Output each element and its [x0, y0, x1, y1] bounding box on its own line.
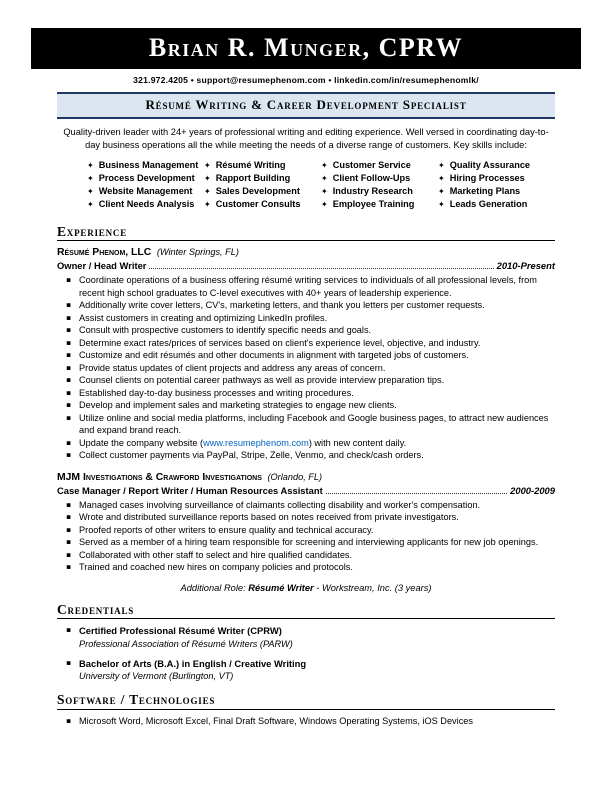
software-text: Microsoft Word, Microsoft Excel, Final Draft Software, Windows Operating Systems, iOS Devices — [79, 715, 473, 726]
skill-label: Employee Training — [332, 198, 415, 209]
diamond-bullet-icon: ✦ — [87, 186, 94, 196]
square-bullet-icon: ▪ — [66, 715, 72, 725]
skill-item — [321, 198, 438, 211]
job-bullet — [57, 499, 555, 512]
square-bullet-icon: ▪ — [66, 400, 72, 410]
skill-item — [438, 172, 555, 185]
dot-leader — [149, 268, 493, 269]
skill-item — [204, 198, 321, 211]
skill-item — [321, 159, 438, 172]
square-bullet-icon: ▪ — [66, 300, 72, 310]
diamond-bullet-icon: ✦ — [204, 160, 211, 170]
skill-item — [204, 172, 321, 185]
diamond-bullet-icon: ✦ — [321, 199, 328, 209]
job-bullet — [57, 374, 555, 387]
job-bullet — [57, 412, 555, 437]
bullet-text: Served as a member of a hiring team responsible for screening and interviewing applicants for new job openings. — [79, 537, 539, 548]
skill-item — [204, 159, 321, 172]
company-name: MJM Investigations & Crawford Investigations — [57, 471, 262, 483]
skill-item — [321, 185, 438, 198]
diamond-bullet-icon: ✦ — [87, 199, 94, 209]
additional-role-suffix: - Workstream, Inc. (3 years) — [313, 582, 432, 593]
credential-text — [79, 657, 555, 684]
job-bullet — [57, 362, 555, 375]
skill-label: Website Management — [98, 185, 193, 196]
dot-leader — [326, 493, 507, 494]
job-dates: 2010-Present — [496, 260, 555, 272]
bullet-text: Provide status updates of client projects and address any areas of concern. — [79, 362, 386, 373]
bullet-text: Utilize online and social media platforms, including Facebook and Google business pages, to attract new audiences and expand brand reach. — [79, 412, 549, 436]
bullet-text: Coordinate operations of a business offering résumé writing services to individuals of all professional levels, from recent high school graduates to C-level executives with 40+ years of leadership experience. — [79, 275, 537, 298]
diamond-bullet-icon: ✦ — [87, 173, 94, 183]
diamond-bullet-icon: ✦ — [438, 160, 445, 170]
website-link[interactable]: www.resumephenom.com — [203, 437, 309, 448]
person-name: Brian R. Munger, CPRW — [148, 33, 464, 62]
skill-item — [438, 185, 555, 198]
job-bullet-list — [57, 499, 555, 574]
summary-text: Quality-driven leader with 24+ years of professional writing and editing experience. Well versed in coordinating day-to-day business operations all the while meeting the needs of a diverse range of customers. Key skills include: — [63, 127, 549, 151]
skill-label: Leads Generation — [449, 198, 528, 209]
job-bullet — [57, 337, 555, 350]
bullet-text: Trained and coached new hires on company policies and protocols. — [79, 562, 353, 573]
job-bullet — [57, 549, 555, 562]
credential-item — [57, 624, 555, 651]
skills-column-1 — [87, 159, 204, 211]
diamond-bullet-icon: ✦ — [321, 160, 328, 170]
diamond-bullet-icon: ✦ — [321, 186, 328, 196]
square-bullet-icon: ▪ — [66, 325, 72, 335]
job-bullet — [57, 324, 555, 337]
job-bullet — [57, 437, 555, 450]
skill-label: Client Follow-Ups — [332, 172, 411, 183]
company-line — [57, 471, 555, 484]
bullet-text: Collect customer payments via PayPal, Stripe, Zelle, Venmo, and check/cash orders. — [79, 450, 424, 461]
skills-column-4 — [438, 159, 555, 211]
skill-label: Industry Research — [332, 185, 413, 196]
additional-role-title: Résumé Writer — [248, 582, 314, 593]
square-bullet-icon: ▪ — [66, 337, 72, 347]
diamond-bullet-icon: ✦ — [204, 199, 211, 209]
section-title-software: Software / Technologies — [57, 692, 555, 710]
job-bullet — [57, 349, 555, 362]
square-bullet-icon: ▪ — [66, 499, 72, 509]
square-bullet-icon: ▪ — [66, 657, 72, 667]
square-bullet-icon: ▪ — [66, 312, 72, 322]
bullet-text: Additionally write cover letters, CV's, marketing letters, and thank you letters per customer requests. — [79, 300, 485, 311]
job-bullet — [57, 299, 555, 312]
bullet-text: Collaborated with other staff to select and hire qualified candidates. — [79, 549, 353, 560]
job-bullet-list — [57, 274, 555, 462]
job-bullet — [57, 449, 555, 462]
bullet-text: Assist customers in creating and optimizing LinkedIn profiles. — [79, 312, 328, 323]
skills-column-2 — [204, 159, 321, 211]
square-bullet-icon: ▪ — [66, 275, 72, 285]
additional-role — [57, 583, 555, 593]
credential-text — [79, 624, 555, 651]
software-list — [57, 715, 555, 728]
name-banner — [31, 28, 581, 69]
company-line — [57, 246, 555, 259]
company-location: (Winter Springs, FL) — [156, 247, 239, 258]
skill-item — [87, 185, 204, 198]
credential-item — [57, 657, 555, 684]
skill-item — [321, 172, 438, 185]
skill-label: Process Development — [98, 172, 195, 183]
job-mjm-crawford — [57, 471, 555, 574]
bullet-text: Customize and edit résumés and other documents in alignment with targeted jobs of customers. — [79, 350, 469, 361]
skill-label: Marketing Plans — [449, 185, 521, 196]
role-line — [57, 484, 555, 497]
diamond-bullet-icon: ✦ — [204, 186, 211, 196]
square-bullet-icon: ▪ — [66, 412, 72, 422]
skill-item — [204, 185, 321, 198]
skill-label: Client Needs Analysis — [98, 198, 195, 209]
section-title-experience: Experience — [57, 224, 555, 242]
job-resume-phenom — [57, 246, 555, 462]
square-bullet-icon: ▪ — [66, 375, 72, 385]
contact-line: 321.972.4205 • support@resumephenom.com • linkedin.com/in/resumephenomlk/ — [133, 75, 479, 86]
skill-label: Hiring Processes — [449, 172, 525, 183]
job-title: Owner / Head Writer — [57, 260, 147, 272]
job-title: Case Manager / Report Writer / Human Resources Assistant — [57, 484, 323, 496]
diamond-bullet-icon: ✦ — [87, 160, 94, 170]
job-bullet — [57, 511, 555, 524]
job-bullet — [57, 274, 555, 299]
diamond-bullet-icon: ✦ — [204, 173, 211, 183]
credentials-list — [57, 624, 555, 683]
job-bullet — [57, 312, 555, 325]
credential-title: Certified Professional Résumé Writer (CPRW) — [79, 625, 282, 637]
job-bullet — [57, 524, 555, 537]
credential-title: Bachelor of Arts (B.A.) in English / Creative Writing — [79, 657, 307, 669]
square-bullet-icon: ▪ — [66, 450, 72, 460]
role-line — [57, 259, 555, 272]
skill-item — [87, 159, 204, 172]
bullet-text: Develop and implement sales and marketing strategies to engage new clients. — [79, 400, 397, 411]
skill-item — [87, 198, 204, 211]
square-bullet-icon: ▪ — [66, 362, 72, 372]
skill-label: Rapport Building — [215, 172, 291, 183]
square-bullet-icon: ▪ — [66, 350, 72, 360]
skill-label: Business Management — [98, 159, 199, 170]
square-bullet-icon: ▪ — [66, 524, 72, 534]
square-bullet-icon: ▪ — [66, 537, 72, 547]
job-dates: 2000-2009 — [510, 484, 555, 496]
diamond-bullet-icon: ✦ — [438, 199, 445, 209]
bullet-text: Determine exact rates/prices of services based on client's experience level, objective, and industry. — [79, 337, 481, 348]
bullet-text: Managed cases involving surveillance of claimants collecting disability and worker's compensation. — [79, 499, 481, 510]
credential-org: University of Vermont (Burlington, VT) — [79, 671, 234, 682]
job-bullet — [57, 387, 555, 400]
bullet-text: Established day-to-day business processes and writing procedures. — [79, 387, 354, 398]
square-bullet-icon: ▪ — [66, 387, 72, 397]
bullet-text: Proofed reports of other writers to ensure quality and technical accuracy. — [79, 524, 374, 535]
skills-column-3 — [321, 159, 438, 211]
bullet-text: Consult with prospective customers to identify specific needs and goals. — [79, 325, 372, 336]
diamond-bullet-icon: ✦ — [438, 173, 445, 183]
square-bullet-icon: ▪ — [66, 437, 72, 447]
square-bullet-icon: ▪ — [66, 549, 72, 559]
skill-item — [87, 172, 204, 185]
job-bullet — [57, 561, 555, 574]
company-name: Résumé Phenom, LLC — [57, 247, 152, 259]
credential-org: Professional Association of Résumé Writers (PARW) — [79, 638, 293, 649]
job-bullet — [57, 399, 555, 412]
bullet-text: Wrote and distributed surveillance reports based on notes received from private investigators. — [79, 512, 459, 523]
bullet-text: Counsel clients on potential career pathways as well as provide interview preparation tips. — [79, 375, 445, 386]
skill-label: Customer Consults — [215, 198, 301, 209]
skill-item — [438, 159, 555, 172]
square-bullet-icon: ▪ — [66, 625, 72, 635]
skills-grid — [57, 158, 555, 215]
title-banner — [57, 92, 555, 119]
skill-label: Customer Service — [332, 159, 411, 170]
job-bullet — [57, 536, 555, 549]
section-title-credentials: Credentials — [57, 602, 555, 620]
diamond-bullet-icon: ✦ — [438, 186, 445, 196]
software-item — [57, 715, 555, 728]
company-location: (Orlando, FL) — [267, 471, 323, 482]
skill-label: Sales Development — [215, 185, 300, 196]
skill-label: Quality Assurance — [449, 159, 531, 170]
skill-label: Résumé Writing — [215, 159, 286, 170]
additional-role-prefix: Additional Role: — [180, 582, 249, 593]
diamond-bullet-icon: ✦ — [321, 173, 328, 183]
square-bullet-icon: ▪ — [66, 562, 72, 572]
square-bullet-icon: ▪ — [66, 512, 72, 522]
bullet-text: Update the company website (www.resumephenom.com) with new content daily. — [79, 437, 407, 448]
skill-item — [438, 198, 555, 211]
professional-title: Résumé Writing & Career Development Specialist — [145, 97, 467, 113]
